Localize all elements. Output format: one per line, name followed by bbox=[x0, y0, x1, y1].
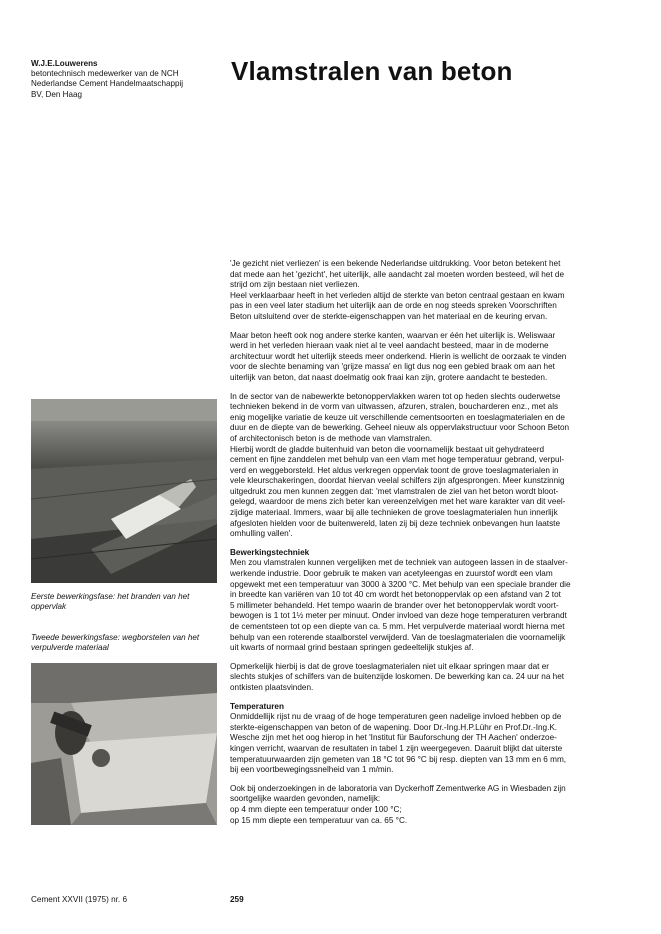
body-line: sterkte-eigenschappen van beton of de wapening. Door Dr.-Ing.H.P.Lühr en Prof.Dr.-Ing.K. bbox=[230, 722, 558, 732]
body-line: 5 millimeter behandeld. Het tempo waarin de brander over het betonoppervlak wordt voort- bbox=[230, 600, 559, 610]
body-line: voor de slechte benaming van 'grijze massa' en ligt dus nog een gebied braak om aan het bbox=[230, 362, 555, 372]
body-line: dat mede aan het 'gezicht', het uiterlijk, alle aandacht zal moeten worden besteed, wil het de bbox=[230, 269, 565, 279]
body-line: uit kwarts of normaal grind bestaan springen gedeeltelijk stukjes af. bbox=[230, 643, 474, 653]
body-line: vele kleurschakeringen, doordat hiervan veelal schilfers zijn afgesprongen. Meer kunstzinnig bbox=[230, 476, 565, 486]
body-line: op 15 mm diepte een temperatuur van ca. 65 °C. bbox=[230, 815, 408, 825]
body-line: pas in een veel later stadium het uiterlijk aan de orde en nog steeds spreken Voorschriften bbox=[230, 301, 557, 311]
body-line: Men zou vlamstralen kunnen vergelijken met de techniek van autogeen lassen in de staalver- bbox=[230, 558, 568, 568]
photo-flame-burning bbox=[31, 399, 217, 583]
body-line: op 4 mm diepte een temperatuur onder 100 °C; bbox=[230, 804, 402, 814]
body-line: 'Je gezicht niet verliezen' is een bekende Nederlandse uitdrukking. Voor beton betekent het bbox=[230, 259, 561, 268]
body-line: cement en fijne zanddelen met behulp van een vlam met hoge temperatuur gebrand, verpul- bbox=[230, 455, 565, 465]
author-affiliation-line: betontechnisch medewerker van de NCH bbox=[31, 69, 179, 79]
body-paragraph bbox=[230, 392, 639, 540]
body-line: zijdige materiaal. Immers, waar bij alle technieken de grove toeslagmaterialen hun innerlijk bbox=[230, 508, 558, 518]
body-line: Maar beton heeft ook nog andere sterke kanten, waarvan er één het uiterlijk is. Weliswaar bbox=[230, 330, 556, 340]
body-line: de cementsteen tot op een diepte van ca. 5 mm. Het verpulverde materiaal wordt hierna met bbox=[230, 622, 565, 631]
author-block bbox=[31, 59, 231, 100]
body-line: strijd om zijn bestaan niet verliezen. bbox=[230, 280, 360, 290]
body-line: slechts stukjes of schilfers van de buitenzijde loskomen. De bewerking kan ca. 24 uur na het bbox=[230, 672, 565, 682]
page-number: 259 bbox=[230, 895, 244, 904]
body-line: Ook bij onderzoekingen in de laboratoria van Dyckerhoff Zementwerke AG in Wiesbaden zijn bbox=[230, 783, 566, 793]
body-line: uiterlijk van beton, dat naast doelmatig ook fraai kan zijn, grotere aandacht te besteden. bbox=[230, 372, 548, 382]
body-section bbox=[230, 662, 639, 694]
body-line: verd en weggeborsteld. Het aldus verkregen oppervlak toont de grove toeslagmaterialen in bbox=[230, 465, 559, 475]
body-line: bewogen is 1 tot 1½ meter per minuut. Onder invloed van deze hoge temperaturen verbrandt bbox=[230, 611, 567, 621]
body-line: behulp van een roterende staalborstel verwijderd. Van de toeslagmaterialen die voornamelijk bbox=[230, 632, 566, 642]
body-line: architectuur wordt het uiterlijk steeds meer onderkend. Hierin is wellicht de oorzaak te vinden bbox=[230, 351, 567, 361]
body-line: technieken bekend in de vorm van uitwassen, afzuren, stralen, boucharderen enz., met als bbox=[230, 402, 559, 412]
body-section bbox=[230, 784, 639, 826]
body-line: Wesche zijn met het oog hierop in het 'Institut für Bauforschung der TH Aachen' onderzoe- bbox=[230, 733, 557, 743]
article-body bbox=[230, 259, 639, 834]
author-affiliation-line: Nederlandse Cement Handelmaatschappij bbox=[31, 79, 184, 89]
body-section bbox=[230, 548, 639, 654]
body-line: Onmiddellijk rijst nu de vraag of de hoge temperaturen geen nadelige invloed hebben op de bbox=[230, 712, 562, 722]
body-line: omhulling vallen'. bbox=[230, 529, 293, 539]
body-line: of architectonisch beton is de methode van vlamstralen. bbox=[230, 433, 433, 443]
body-line: ontkisten plaatsvinden. bbox=[230, 682, 314, 692]
body-line: in breedte kan variëren van 10 tot 40 cm wordt het betonoppervlak op een afstand van 2 tot bbox=[230, 590, 561, 600]
body-line: werkende industrie. Door gebruik te maken van acetyleengas en zuurstof wordt een vlam bbox=[230, 569, 553, 579]
body-line: bij een voortbewegingssnelheid van 1 m/min. bbox=[230, 765, 394, 775]
body-line: kingen verricht, waarvan de resultaten in tabel 1 zijn weergegeven. Daaruit blijkt dat uiterste bbox=[230, 743, 563, 753]
footer-journal: Cement XXVII (1975) nr. 6 bbox=[31, 895, 128, 904]
body-line: temperatuurwaarden zijn gemeten van 18 °C tot 96 °C bij resp. diepten van 13 mm en 6 mm, bbox=[230, 754, 567, 764]
photo-brushing bbox=[31, 663, 217, 825]
body-paragraph bbox=[230, 331, 639, 384]
body-section bbox=[230, 702, 639, 776]
body-line: In de sector van de nabewerkte betonoppervlakken waren tot op heden slechts ouderwetse bbox=[230, 391, 561, 401]
author-name: W.J.E.Louwerens bbox=[31, 59, 98, 68]
section-heading: Bewerkingstechniek bbox=[230, 547, 310, 557]
body-line: gelegd, waardoor de mens zich beter kan vereenzelvigen met het ware karakter van dit veel- bbox=[230, 497, 566, 507]
body-line: duur en de diepte van de bewerking. Geheel nieuw als oppervlakstructuur voor Schoon Beton bbox=[230, 423, 570, 433]
body-line: Beton uitsluitend over de sterkte-eigenschappen van het materiaal en de keuring ervan. bbox=[230, 311, 548, 321]
body-line: enig mogelijke variatie de keuze uit verschillende cementsoorten en toeslagmaterialen en de bbox=[230, 412, 565, 422]
body-line: opgewekt met een temperatuur van 3000 à 3200 °C. Met behulp van een speciale brander die bbox=[230, 579, 571, 589]
photo2-caption: Tweede bewerkingsfase: wegborstelen van het verpulverde materiaal bbox=[31, 633, 200, 653]
body-line: Opmerkelijk hierbij is dat de grove toeslagmaterialen niet uit elkaar springen maar dat er bbox=[230, 661, 550, 671]
author-affiliation-line: BV, Den Haag bbox=[31, 89, 82, 99]
photo-flame-burning-image bbox=[31, 399, 217, 583]
body-paragraph bbox=[230, 259, 639, 323]
section-heading: Temperaturen bbox=[230, 701, 284, 711]
body-line: afgesloten hielden voor de buitenwereld, laten zij bij deze techniek onbevangen hun laatste bbox=[230, 518, 561, 528]
photo-brushing-image bbox=[31, 663, 217, 825]
body-line: Heel verklaarbaar heeft in het verleden altijd de sterkte van beton centraal gestaan en kwam bbox=[230, 290, 565, 300]
body-line: werd in het verleden hieraan vaak niet al te veel aandacht besteed, maar in de moderne bbox=[230, 341, 549, 351]
article-title: Vlamstralen van beton bbox=[231, 56, 513, 86]
body-line: Hierbij wordt de gladde buitenhuid van beton die voornamelijk bestaat uit gehydrateerd bbox=[230, 444, 545, 454]
photo1-caption: Eerste bewerkingsfase: het branden van het oppervlak bbox=[31, 592, 190, 612]
body-line: uitgedrukt zou men kunnen zeggen dat: 'met vlamstralen de ziel van het beton wordt bloot- bbox=[230, 486, 559, 496]
body-line: soortgelijke waarden gevonden, namelijk: bbox=[230, 794, 381, 804]
